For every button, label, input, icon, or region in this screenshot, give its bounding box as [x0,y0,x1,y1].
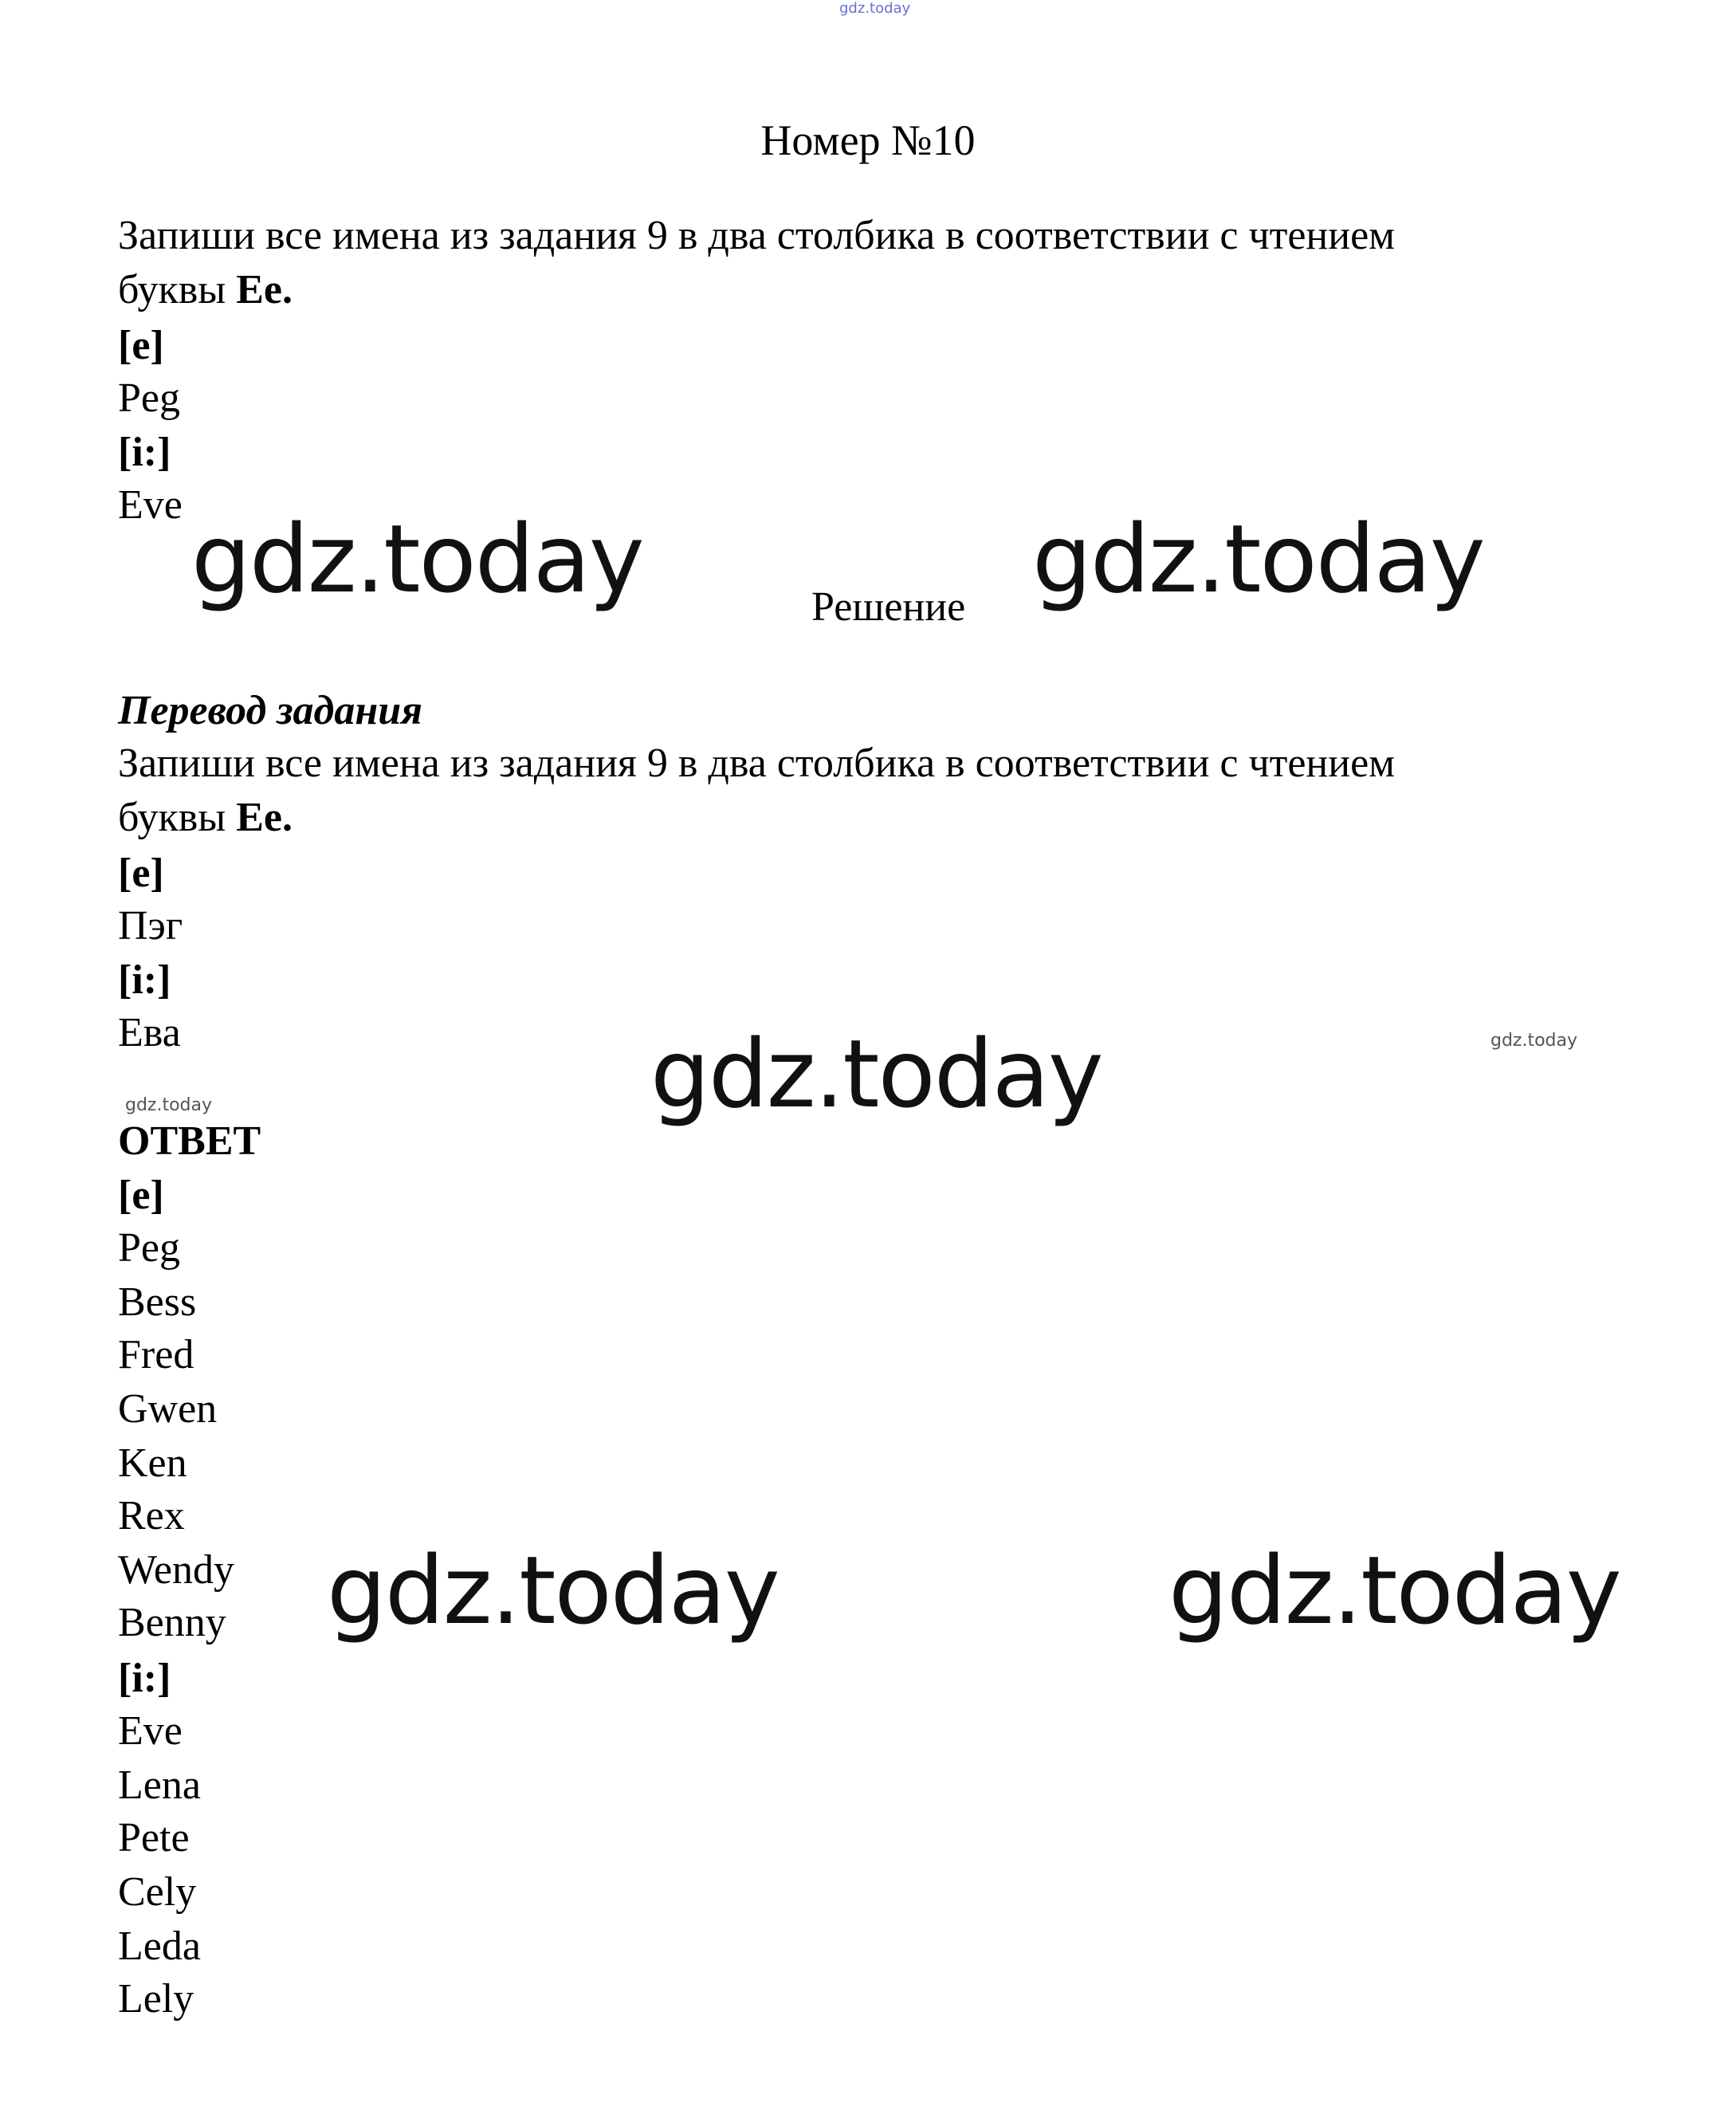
watermark-big: gdz.today [327,1535,779,1645]
watermark-big: gdz.today [191,504,643,614]
task-letter: Ee. [236,267,293,312]
task-line-2-text: буквы [118,267,237,312]
watermark-top: gdz.today [839,0,911,17]
answer-name-i: Pete [118,1815,190,1861]
answer-name-e: Rex [118,1493,185,1538]
page-title: Номер №10 [760,116,976,164]
watermark-big: gdz.today [650,1019,1102,1129]
translation-sound-i: [i:] [118,957,171,1003]
task-line-1: Запиши все имена из задания 9 в два столбика в соответствии с чтением [118,213,1396,258]
task-example-i: Eve [118,482,183,528]
translation-example-e: Пэг [118,903,183,949]
task-line-2 [118,266,293,314]
answer-name-e: Wendy [118,1547,234,1593]
answer-name-e: Peg [118,1225,180,1271]
answer-name-i: Eve [118,1708,183,1754]
watermark-big: gdz.today [1168,1535,1620,1645]
answer-name-e: Ken [118,1440,187,1486]
answer-name-e: Benny [118,1600,226,1645]
watermark-small: gdz.today [125,1095,213,1115]
translation-letter: Ee. [236,795,293,840]
answer-name-i: Leda [118,1923,201,1969]
translation-sound-e: [e] [118,851,164,896]
task-sound-e: [e] [118,323,164,368]
answer-name-e: Fred [118,1332,194,1377]
answer-sound-e: [e] [118,1173,164,1218]
translation-line-1: Запиши все имена из задания 9 в два столбика в соответствии с чтением [118,741,1396,786]
answer-name-e: Bess [118,1279,197,1325]
answer-name-i: Lely [118,1976,194,2022]
watermark-big: gdz.today [1032,504,1484,614]
translation-line-2 [118,794,293,842]
answer-name-i: Cely [118,1869,197,1915]
answer-name-e: Gwen [118,1386,218,1432]
answer-sound-i: [i:] [118,1656,171,1701]
answer-name-i: Lena [118,1762,201,1808]
task-sound-i: [i:] [118,430,171,475]
watermark-small: gdz.today [1491,1031,1578,1051]
task-example-e: Peg [118,375,180,421]
answer-heading: ОТВЕТ [118,1118,261,1164]
translation-example-i: Ева [118,1010,181,1055]
translation-heading: Перевод задания [118,688,422,733]
translation-line-2-text: буквы [118,795,237,840]
solution-label: Решение [811,584,966,630]
